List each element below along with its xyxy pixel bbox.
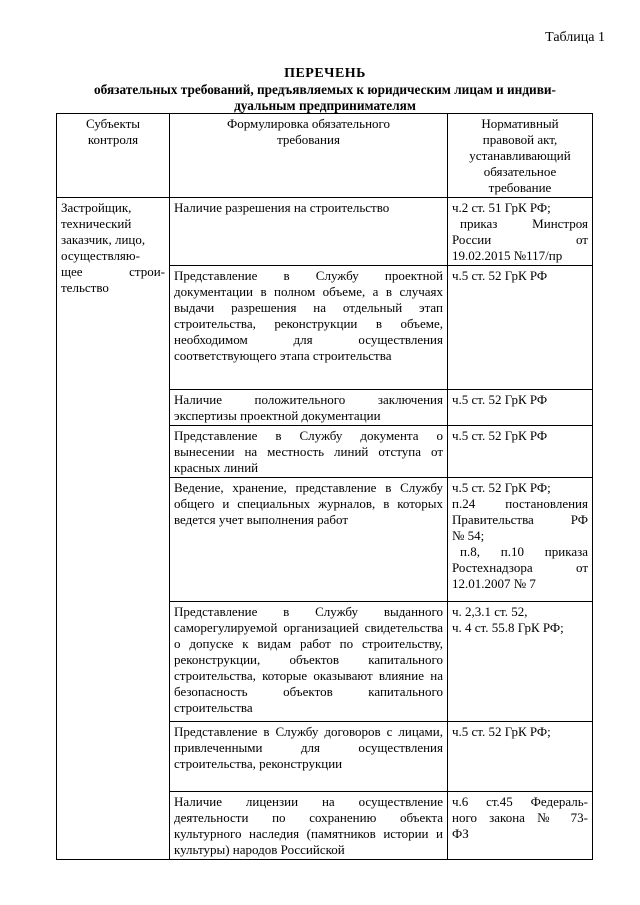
requirement-cell: Представление в Службу проектной документации в полном объеме, а в случаях выдачи разрешения на отдельный этап строительства, реконструкции в объеме, необходимом для осуществления соответствующего этапа строительства <box>170 266 448 390</box>
legal-act-cell <box>448 266 593 390</box>
requirements-table <box>56 113 593 860</box>
legal-act-line: 19.02.2015 №117/пр <box>452 248 563 263</box>
legal-act-cell <box>448 390 593 426</box>
legal-act-line: ного закона № 73- <box>452 810 588 825</box>
requirement-cell: Ведение, хранение, представление в Службу общего и специальных журналов, в которых ведется учет выполнения работ <box>170 478 448 602</box>
legal-act-line: ч.5 ст. 52 ГрК РФ <box>452 428 548 443</box>
legal-act-line: ч.2 ст. 51 ГрК РФ; <box>452 200 551 215</box>
document-title: ПЕРЕЧЕНЬ <box>284 66 366 81</box>
subject-line: заказчик, лицо, <box>61 232 146 247</box>
legal-act-line: 12.01.2007 № 7 <box>452 576 536 591</box>
legal-act-cell <box>448 198 593 266</box>
requirement-cell: Наличие лицензии на осуществление деятельности по сохранению объекта культурного наследия (памятников истории и культуры) народов Российской <box>170 792 448 860</box>
document-title-block <box>60 66 590 114</box>
subject-line: щее строи- <box>61 264 165 279</box>
subject-cell <box>57 198 170 860</box>
subject-line: технический <box>61 216 132 231</box>
legal-act-line: п.8, п.10 приказа <box>460 544 588 559</box>
legal-act-line: ч. 2,3.1 ст. 52, <box>452 604 528 619</box>
column-header-subjects: Субъекты контроля <box>57 114 170 198</box>
requirement-cell: Представление в Службу документа о вынесении на местность линий отступа от красных линий <box>170 426 448 478</box>
legal-act-cell <box>448 478 593 602</box>
legal-act-cell <box>448 426 593 478</box>
subject-line: осуществляю- <box>61 248 140 263</box>
requirement-cell: Представление в Службу выданного саморегулируемой организацией свидетельства о допуске к видам работ по строительству, реконструкции, объектов капитального строительства, которые оказывают влияние на безопасность объектов капитального строительства <box>170 602 448 722</box>
document-subtitle-line-2: дуальным предпринимателям <box>234 98 416 113</box>
legal-act-line: ч.5 ст. 52 ГрК РФ; <box>452 480 551 495</box>
requirement-cell: Наличие положительного заключения экспертизы проектной документации <box>170 390 448 426</box>
legal-act-cell <box>448 722 593 792</box>
column-header-legal-act: Нормативный правовой акт, устанавливающий обязательное требование <box>448 114 593 198</box>
legal-act-line: России от <box>452 232 588 247</box>
column-header-requirement: Формулировка обязательного требования <box>170 114 448 198</box>
legal-act-line: ч.5 ст. 52 ГрК РФ <box>452 268 548 283</box>
legal-act-line: ч.6 ст.45 Федераль- <box>452 794 588 809</box>
legal-act-line: ч.5 ст. 52 ГрК РФ; <box>452 724 551 739</box>
legal-act-line: ч. 4 ст. 55.8 ГрК РФ; <box>452 620 564 635</box>
legal-act-cell <box>448 602 593 722</box>
legal-act-line: Ростехнадзора от <box>452 560 588 575</box>
legal-act-line: № 54; <box>452 528 485 543</box>
table-row <box>57 198 593 266</box>
legal-act-cell <box>448 792 593 860</box>
table-number: Таблица 1 <box>545 30 605 45</box>
legal-act-line: Правительства РФ <box>452 512 588 527</box>
requirement-cell: Представление в Службу договоров с лицами, привлеченными для осуществления строительства, реконструкции <box>170 722 448 792</box>
legal-act-line: п.24 постановления <box>452 496 588 511</box>
legal-act-line: приказ Минстроя <box>460 216 588 231</box>
requirement-cell: Наличие разрешения на строительство <box>170 198 448 266</box>
subject-line: тельство <box>61 280 109 295</box>
table-header-row <box>57 114 593 198</box>
legal-act-line: ч.5 ст. 52 ГрК РФ <box>452 392 548 407</box>
legal-act-line: ФЗ <box>452 826 469 841</box>
subject-line: Застройщик, <box>61 200 132 215</box>
document-subtitle-line-1: обязательных требований, предъявляемых к юридическим лицам и индиви- <box>94 82 556 97</box>
